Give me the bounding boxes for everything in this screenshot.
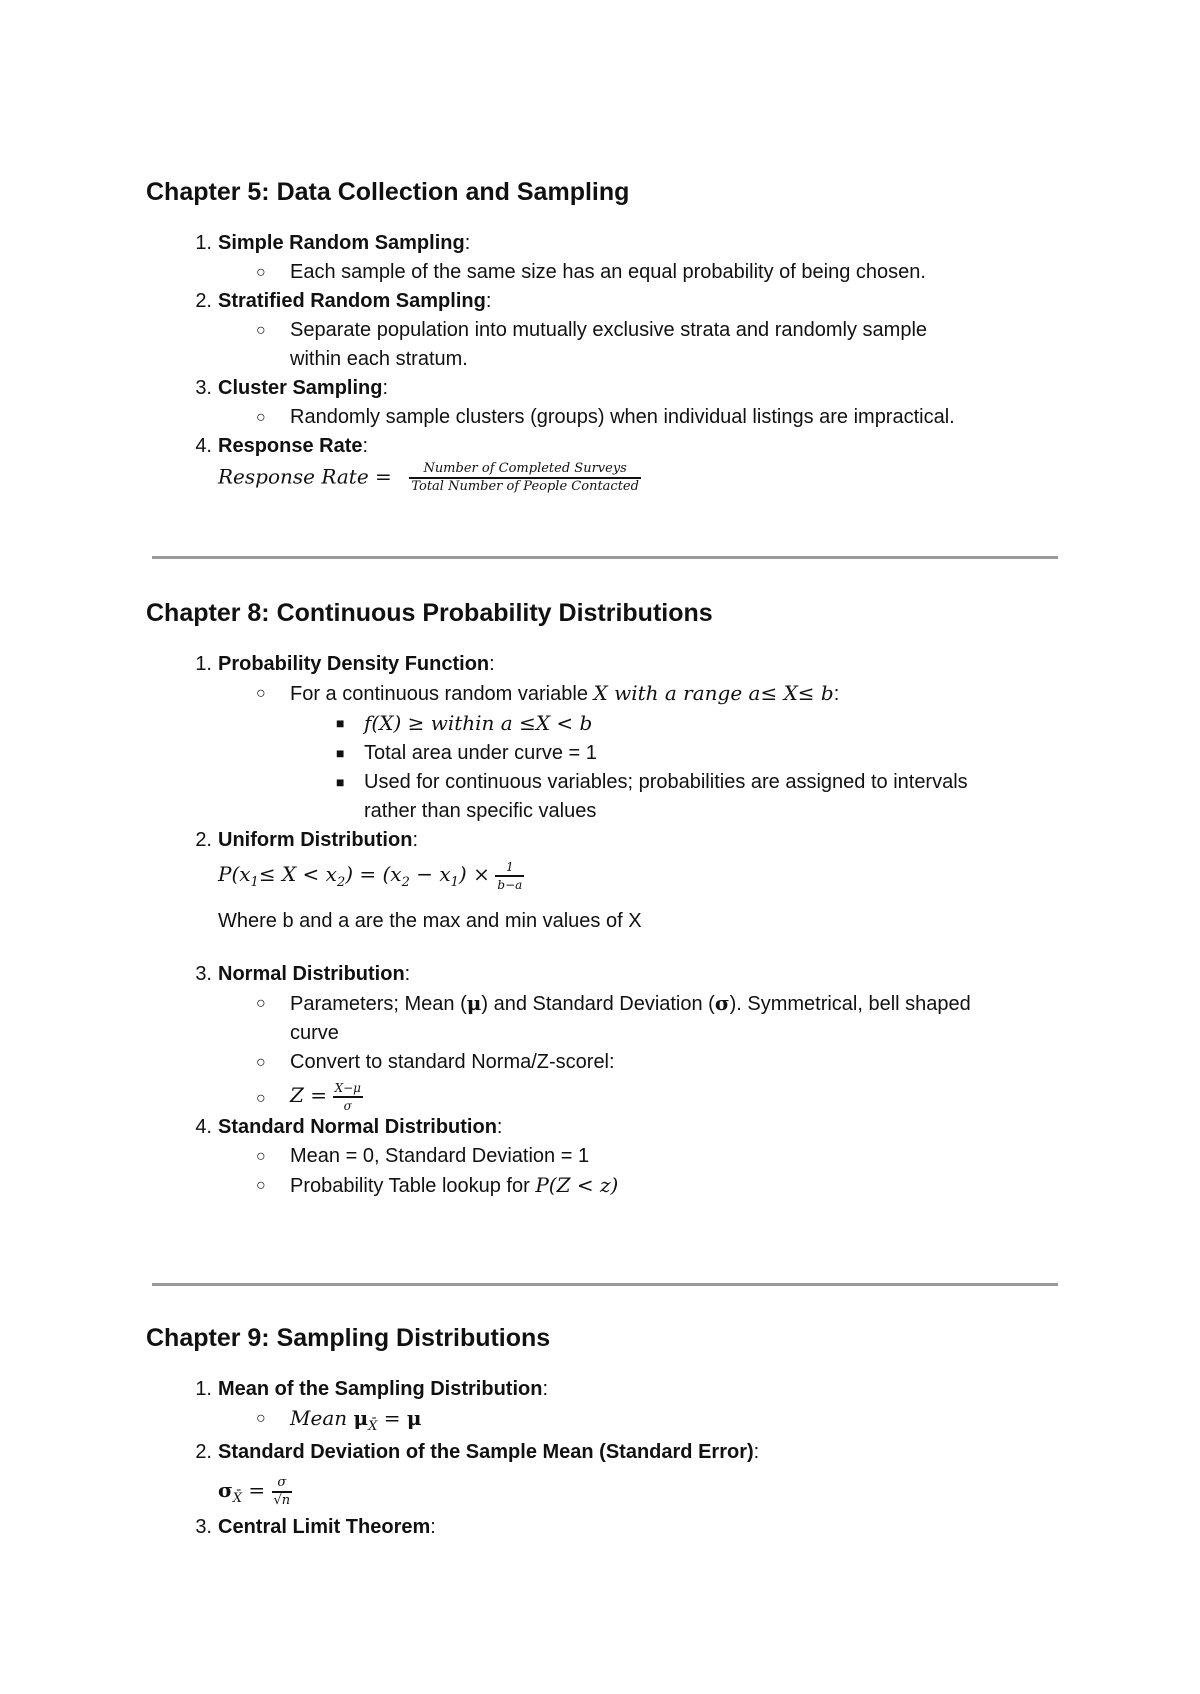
term: Probability Density Function bbox=[218, 653, 490, 675]
bullet-item: ○ Each sample of the same size has an equal probability of being chosen. bbox=[146, 258, 1066, 287]
bullet-item: ○ Mean = 0, Standard Deviation = 1 bbox=[146, 1142, 1066, 1171]
list-item: 2. Standard Deviation of the Sample Mean (Standard Error): bbox=[195, 1441, 760, 1463]
chapter-8-section bbox=[146, 598, 1066, 1201]
sub-bullet-item: ■ Total area under curve = 1 bbox=[146, 739, 1066, 768]
list-item: 4. Response Rate: bbox=[195, 435, 369, 457]
list-item: 1. Simple Random Sampling: bbox=[195, 232, 471, 254]
term: Standard Normal Distribution bbox=[218, 1116, 497, 1138]
term: Central Limit Theorem bbox=[218, 1516, 431, 1538]
list-item: 1. Mean of the Sampling Distribution: bbox=[195, 1378, 549, 1400]
bullet-item: ○ Mean $\mu_{X̄} = \mu$ bbox=[256, 1406, 422, 1434]
bullet-continuation: within each stratum. bbox=[290, 348, 468, 370]
term: Standard Deviation of the Sample Mean (Standard Error) bbox=[218, 1441, 754, 1463]
bullet-item: ○ Parameters; Mean (μ) and Standard Deviation (σ). Symmetrical, bell shaped bbox=[146, 989, 1066, 1019]
section-divider bbox=[152, 1283, 1058, 1286]
fraction: $\frac{X-\mu}{\sigma}$ bbox=[334, 1080, 361, 1113]
list-item: 4. Standard Normal Distribution: bbox=[195, 1116, 503, 1138]
term: Response Rate bbox=[218, 435, 363, 457]
fraction: $\frac{\text{Number of Completed Surveys}}{\text{Total Number of People Contacted}}$ bbox=[411, 461, 639, 494]
circle-bullet-icon: ○ bbox=[256, 685, 266, 702]
circle-bullet-icon: ○ bbox=[256, 1410, 266, 1427]
response-rate-formula: Response Rate = $\frac{\text{Number of Completed Surveys}}{\text{Total Number of People Contacted}}$ bbox=[218, 461, 639, 494]
term: Uniform Distribution bbox=[218, 829, 413, 851]
square-bullet-icon: ■ bbox=[336, 745, 345, 761]
chapter-8-title: Chapter 8: Continuous Probability Distributions bbox=[146, 599, 713, 627]
fraction: $\frac{\sigma}{√n}$ bbox=[273, 1474, 291, 1508]
chapter-9-list bbox=[146, 1375, 1066, 1542]
circle-bullet-icon: ○ bbox=[256, 322, 266, 339]
list-item: 2. Stratified Random Sampling: bbox=[195, 290, 492, 312]
list-item: 3. Normal Distribution: bbox=[195, 963, 411, 985]
square-bullet-icon: ■ bbox=[336, 774, 345, 790]
circle-bullet-icon: ○ bbox=[256, 1177, 266, 1194]
list-item: 2. Uniform Distribution: bbox=[195, 829, 418, 851]
bullet-item: ○ Convert to standard Norma/Z-scorel: bbox=[146, 1048, 1066, 1077]
bullet-item: ○ Probability Table lookup for P(Z < z) bbox=[146, 1171, 1066, 1201]
chapter-9-title: Chapter 9: Sampling Distributions bbox=[146, 1324, 551, 1352]
list-item: 3. Cluster Sampling: bbox=[195, 377, 389, 399]
circle-bullet-icon: ○ bbox=[256, 1054, 266, 1071]
chapter-8-list bbox=[146, 650, 1066, 1201]
square-bullet-icon: ■ bbox=[336, 715, 345, 731]
term: Stratified Random Sampling bbox=[218, 290, 486, 312]
term: Simple Random Sampling bbox=[218, 232, 465, 254]
fraction: $\frac{1}{b-a}$ bbox=[497, 859, 523, 892]
bullet-item: ○ For a continuous random variable X with a range a≤ X≤ b: bbox=[146, 679, 1066, 709]
chapter-5-list bbox=[146, 229, 1066, 495]
bullet-item: ○ Separate population into mutually exclusive strata and randomly sample bbox=[146, 316, 1066, 345]
chapter-5-section bbox=[146, 177, 1066, 495]
uniform-note: Where b and a are the max and min values of X bbox=[218, 910, 642, 932]
term: Cluster Sampling bbox=[218, 377, 383, 399]
section-divider bbox=[152, 556, 1058, 559]
term: Normal Distribution bbox=[218, 963, 405, 985]
uniform-formula: $P(x_1\le X < x_2) = (x_2 - x_1)$ × $\frac{1}{b-a}$ bbox=[218, 859, 523, 892]
sub-bullet-item: ■ Used for continuous variables; probabilities are assigned to intervals bbox=[146, 768, 1066, 797]
standard-error-formula: $\sigma_{X̄}$ = $\frac{\sigma}{√n}$ bbox=[218, 1474, 291, 1508]
bullet-item: ○ Randomly sample clusters (groups) when individual listings are impractical. bbox=[146, 403, 1066, 432]
list-item: 3. Central Limit Theorem: bbox=[195, 1516, 436, 1538]
circle-bullet-icon: ○ bbox=[256, 264, 266, 281]
list-item: 1. Probability Density Function: bbox=[195, 653, 495, 675]
circle-bullet-icon: ○ bbox=[256, 995, 266, 1012]
term: Mean of the Sampling Distribution bbox=[218, 1378, 543, 1400]
circle-bullet-icon: ○ bbox=[256, 1148, 266, 1165]
circle-bullet-icon: ○ bbox=[256, 1090, 266, 1107]
chapter-5-title: Chapter 5: Data Collection and Sampling bbox=[146, 178, 630, 206]
chapter-9-section bbox=[146, 1323, 1066, 1542]
circle-bullet-icon: ○ bbox=[256, 409, 266, 426]
bullet-item: ○ Z = $\frac{X-\mu}{\sigma}$ bbox=[146, 1077, 1066, 1113]
sub-bullet-item: ■ f(X) ≥ within a ≤X < b bbox=[146, 709, 1066, 739]
bullet-continuation: curve bbox=[290, 1022, 339, 1044]
sub-bullet-continuation: rather than specific values bbox=[364, 800, 597, 822]
